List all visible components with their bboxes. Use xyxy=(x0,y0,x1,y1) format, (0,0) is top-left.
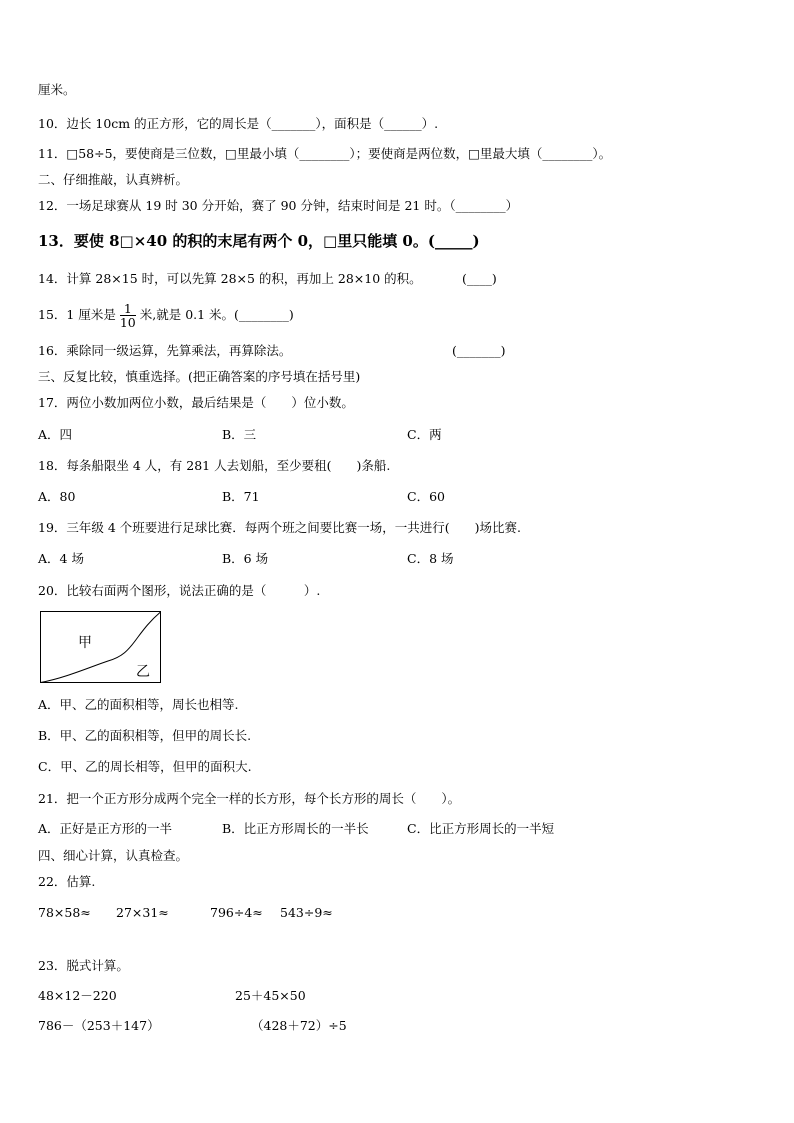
estimate-expression-1: 78×58≈ xyxy=(38,905,91,920)
question-20-option-c: C．甲、乙的周长相等，但甲的面积大. xyxy=(38,759,252,774)
question-21-option-a: A．正好是正方形的一半 xyxy=(38,821,173,836)
question-18: 18．每条船限坐 4 人，有 281 人去划船，至少要租( )条船. xyxy=(38,458,391,473)
question-10: 10．边长 10cm 的正方形，它的周长是（_______），面积是（______）. xyxy=(38,116,439,131)
question-13: 13．要使 8□×40 的积的末尾有两个 0，□里只能填 0。(_____) xyxy=(38,232,480,250)
estimate-expression-2: 27×31≈ xyxy=(116,905,169,920)
rectangle-split-figure xyxy=(40,611,164,686)
fraction-denominator: 10 xyxy=(119,315,136,330)
region-yi-label: 乙 xyxy=(136,664,150,680)
question-20: 20．比较右面两个图形，说法正确的是（ ）. xyxy=(38,583,321,598)
calc-expression-4: （428＋72）÷5 xyxy=(251,1018,347,1033)
question-19-option-a: A．4 场 xyxy=(38,551,84,566)
section-3-heading: 三、反复比较，慎重选择。(把正确答案的序号填在括号里) xyxy=(38,369,361,384)
calc-expression-2: 25＋45×50 xyxy=(235,988,306,1003)
calc-expression-3: 786－（253＋147） xyxy=(38,1018,160,1033)
question-18-option-c: C．60 xyxy=(407,489,445,504)
fraction-numerator: 1 xyxy=(120,302,136,316)
question-20-option-b: B．甲、乙的面积相等，但甲的周长长. xyxy=(38,728,252,743)
question-18-option-b: B．71 xyxy=(222,489,260,504)
question-19-option-b: B．6 场 xyxy=(222,551,269,566)
question-14-answer-blank: (____) xyxy=(462,271,497,286)
fraction-one-tenth xyxy=(120,302,136,329)
question-21: 21．把一个正方形分成两个完全一样的长方形，每个长方形的周长（ ）。 xyxy=(38,791,461,806)
question-23: 23．脱式计算。 xyxy=(38,958,129,973)
question-14: 14．计算 28×15 时，可以先算 28×5 的积，再加上 28×10 的积。 xyxy=(38,271,422,286)
question-15-text-b: 米,就是 0.1 米。(________) xyxy=(139,307,294,322)
region-jia-label: 甲 xyxy=(78,635,92,651)
question-16-answer-blank: (_______) xyxy=(452,343,506,358)
estimate-expression-3: 796÷4≈ xyxy=(210,905,263,920)
estimate-expression-4: 543÷9≈ xyxy=(280,905,333,920)
question-18-option-a: A．80 xyxy=(38,489,76,504)
question-17-option-a: A．四 xyxy=(38,427,73,442)
calc-expression-1: 48×12－220 xyxy=(38,988,117,1003)
question-20-option-a: A．甲、乙的面积相等，周长也相等. xyxy=(38,697,239,712)
question-16: 16．乘除同一级运算，先算乘法，再算除法。 xyxy=(38,343,292,358)
question-19-option-c: C．8 场 xyxy=(407,551,454,566)
question-15-text-a: 15．1 厘米是 xyxy=(38,307,116,322)
question-22: 22．估算. xyxy=(38,874,96,889)
question-21-option-c: C．比正方形周长的一半短 xyxy=(407,821,555,836)
section-2-heading: 二、仔细推敲，认真辨析。 xyxy=(38,172,189,187)
question-17-option-c: C．两 xyxy=(407,427,442,442)
question-17-option-b: B．三 xyxy=(222,427,257,442)
question-12: 12．一场足球赛从 19 时 30 分开始，赛了 90 分钟，结束时间是 21 时。（________） xyxy=(38,198,519,213)
question-15 xyxy=(38,300,294,330)
question-19: 19．三年级 4 个班要进行足球比赛．每两个班之间要比赛一场，一共进行( )场比赛. xyxy=(38,520,522,535)
question-17: 17．两位小数加两位小数，最后结果是（ ）位小数。 xyxy=(38,395,354,410)
continued-text: 厘米。 xyxy=(38,82,76,97)
question-21-option-b: B．比正方形周长的一半长 xyxy=(222,821,369,836)
section-4-heading: 四、细心计算，认真检查。 xyxy=(38,848,189,863)
question-11: 11．□58÷5，要使商是三位数，□里最小填（________）；要使商是两位数，□里最大填（________）。 xyxy=(38,146,612,161)
